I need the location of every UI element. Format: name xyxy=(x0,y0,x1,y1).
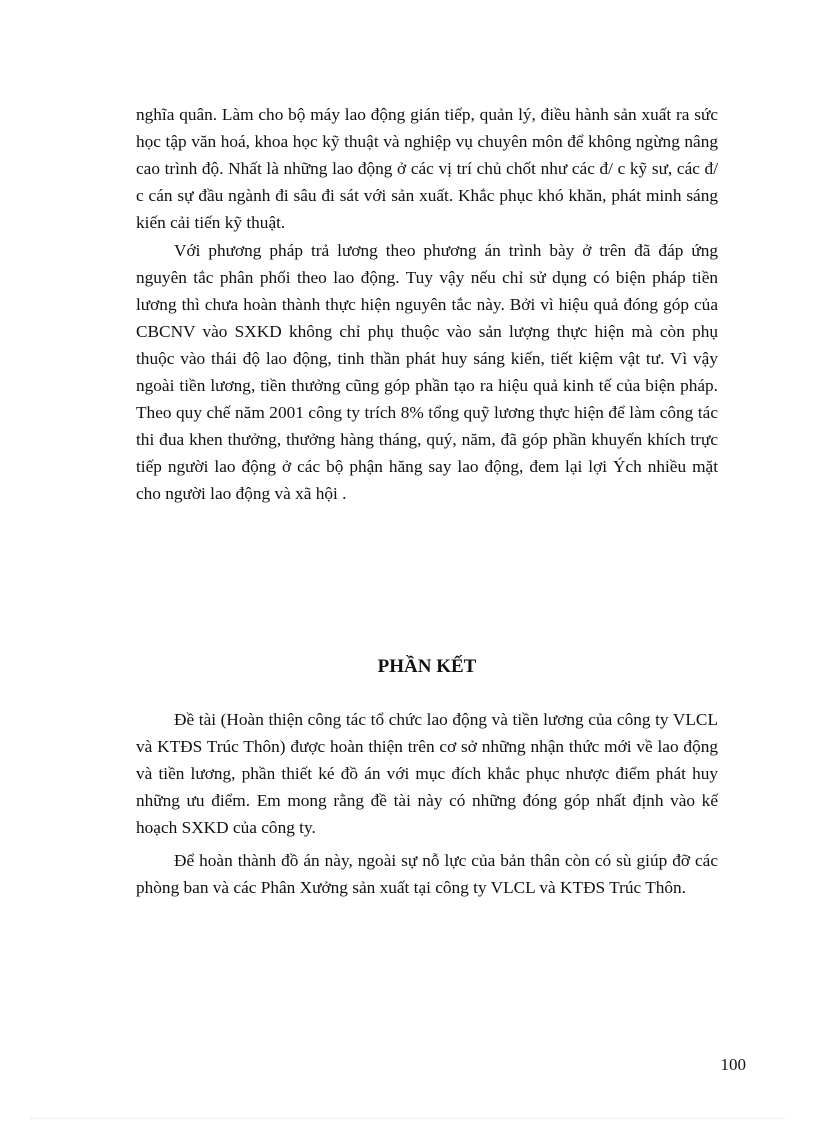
page-number: 100 xyxy=(720,1055,746,1074)
paragraph-text: Để hoàn thành đồ án này, ngoài sự nỗ lực của bản thân còn có sù giúp đỡ các phòng ban và các Phân Xưởng sản xuất tại công ty VLCL và KTĐS Trúc Thôn. xyxy=(136,851,718,897)
paragraph-salary-method xyxy=(136,237,718,507)
page-bottom-divider xyxy=(30,1118,786,1119)
section-title: PHẦN KẾT xyxy=(377,656,477,677)
paragraph-acknowledgement xyxy=(136,847,718,901)
paragraph-conclusion xyxy=(136,706,718,841)
paragraph-text: Với phương pháp trả lương theo phương án trình bày ở trên đã đáp ứng nguyên tắc phân phối theo lao động. Tuy vậy nếu chỉ sử dụng có biện pháp tiền lương thì chưa hoàn thành thực hiện nguyên tắc này. Bởi vì hiệu quả đóng góp của CBCNV vào SXKD không chỉ phụ thuộc vào sản lượng thực hiện mà còn phụ thuộc vào thái độ lao động, tinh thần phát huy sáng kiến, tiết kiệm vật tư. Vì vậy ngoài tiền lương, tiền thưởng cũng góp phần tạo ra hiệu quả kinh tế của biện pháp. Theo quy chế năm 2001 công ty trích 8% tổng quỹ lương thực hiện để làm công tác thi đua khen thưởng, thưởng hàng tháng, quý, năm, đã góp phần khuyến khích trực tiếp người lao động ở các bộ phận hăng say lao động, đem lại lợi Ých nhiều mặt cho người lao động và xã hội . xyxy=(136,241,718,503)
paragraph-text: nghĩa quân. Làm cho bộ máy lao động gián tiếp, quản lý, điều hành sản xuất ra sức học tập văn hoá, khoa học kỹ thuật và nghiệp vụ chuyên môn để không ngừng nâng cao trình độ. Nhất là những lao động ở các vị trí chủ chốt như các đ/ c kỹ sư, các đ/ c cán sự đầu ngành đi sâu đi sát với sản xuất. Khắc phục khó khăn, phát minh sáng kiến cải tiến kỹ thuật. xyxy=(136,105,718,232)
paragraph-continuation xyxy=(136,101,718,236)
paragraph-text: Đề tài (Hoàn thiện công tác tổ chức lao động và tiền lương của công ty VLCL và KTĐS Trúc Thôn) được hoàn thiện trên cơ sở những nhận thức mới về lao động và tiền lương, phần thiết ké đồ án với mục đích khắc phục nhược điểm phát huy những ưu điểm. Em mong rằng đề tài này có những đóng góp nhất định vào kế hoạch SXKD của công ty. xyxy=(136,710,718,837)
